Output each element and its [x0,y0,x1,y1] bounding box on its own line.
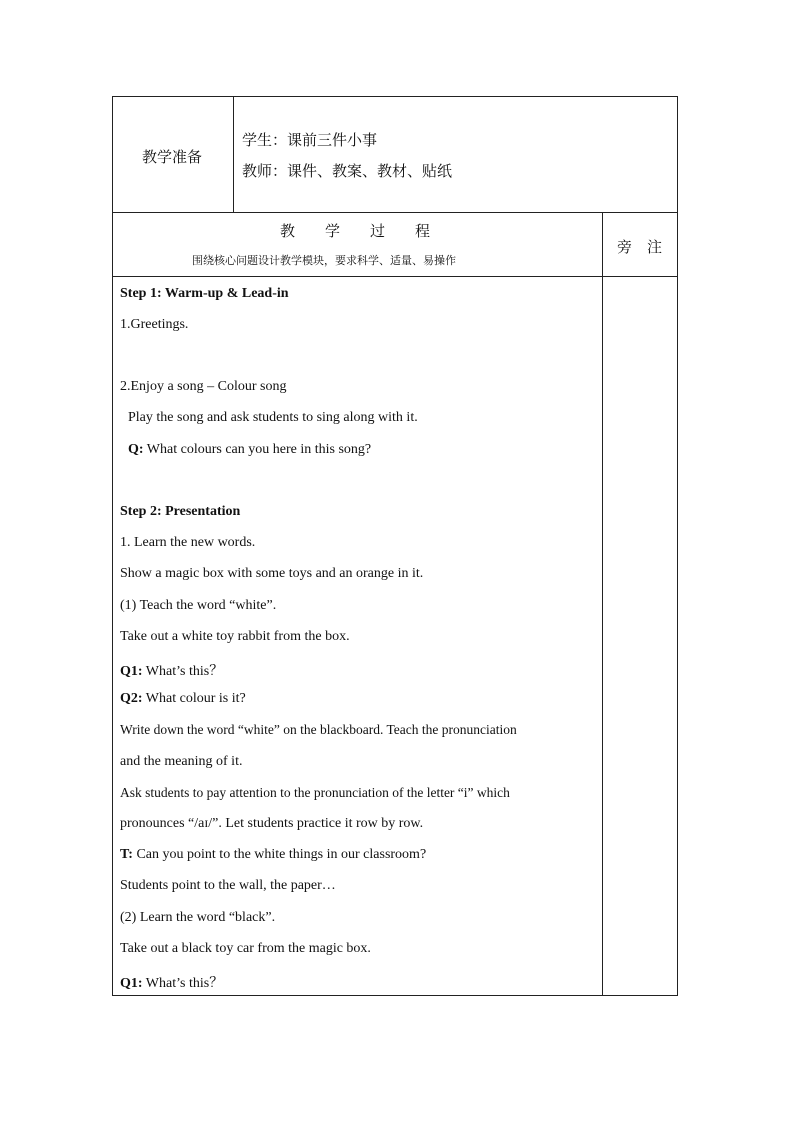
content-line: (2) Learn the word “black”. [120,910,276,925]
prep-label: 教学准备 [142,148,203,166]
prep-teacher: 教师：课件、教案、教材、贴纸 [242,162,453,180]
prep-student: 学生：课前三件小事 [242,131,378,149]
content-line: 2.Enjoy a song – Colour song [120,379,287,394]
content-line [120,660,223,680]
t-text: Can you point to the white things in our classroom? [132,847,427,862]
side-note-header: 旁 注 [617,238,663,256]
q-text: What’s this？ [142,664,224,679]
q-label: Q2: [120,691,143,706]
step2-title: Step 2: Presentation [120,504,241,519]
process-title: 教 学 过 程 [280,222,431,240]
q-text: What colours can you here in this song? [143,442,372,457]
step1-title: Step 1: Warm-up & Lead-in [120,286,289,301]
row-divider-header [112,276,678,277]
q-label: Q1: [120,664,143,679]
q-text: What colour is it? [142,691,246,706]
content-line: Ask students to pay attention to the pronunciation of the letter “i” which [120,785,510,800]
row-divider-prep [112,212,678,213]
q-text: What’s this？ [142,976,224,991]
content-line: and the meaning of it. [120,754,243,769]
content-line: Take out a black toy car from the magic box. [120,941,371,956]
content-line: Write down the word “white” on the blackboard. Teach the pronunciation [120,722,517,737]
content-line [120,972,223,992]
content-line: Students point to the wall, the paper… [120,878,336,893]
content-line [128,442,371,458]
col-divider-prep [233,96,234,212]
content-line: 1. Learn the new words. [120,535,256,550]
content-line: (1) Teach the word “white”. [120,598,277,613]
t-label: T: [120,847,133,862]
content-line [120,847,426,863]
col-divider-side [602,212,603,996]
content-line: Show a magic box with some toys and an orange in it. [120,566,424,581]
q-label: Q: [128,442,144,457]
content-line: 1.Greetings. [120,317,189,332]
process-subtitle: 围绕核心问题设计教学模块，要求科学、适量、易操作 [192,254,456,267]
q-label: Q1: [120,976,143,991]
content-line: Take out a white toy rabbit from the box. [120,629,350,644]
content-line: Play the song and ask students to sing along with it. [128,410,418,425]
content-line [120,691,246,707]
content-line: pronounces “/aɪ/”. Let students practice it row by row. [120,816,424,831]
